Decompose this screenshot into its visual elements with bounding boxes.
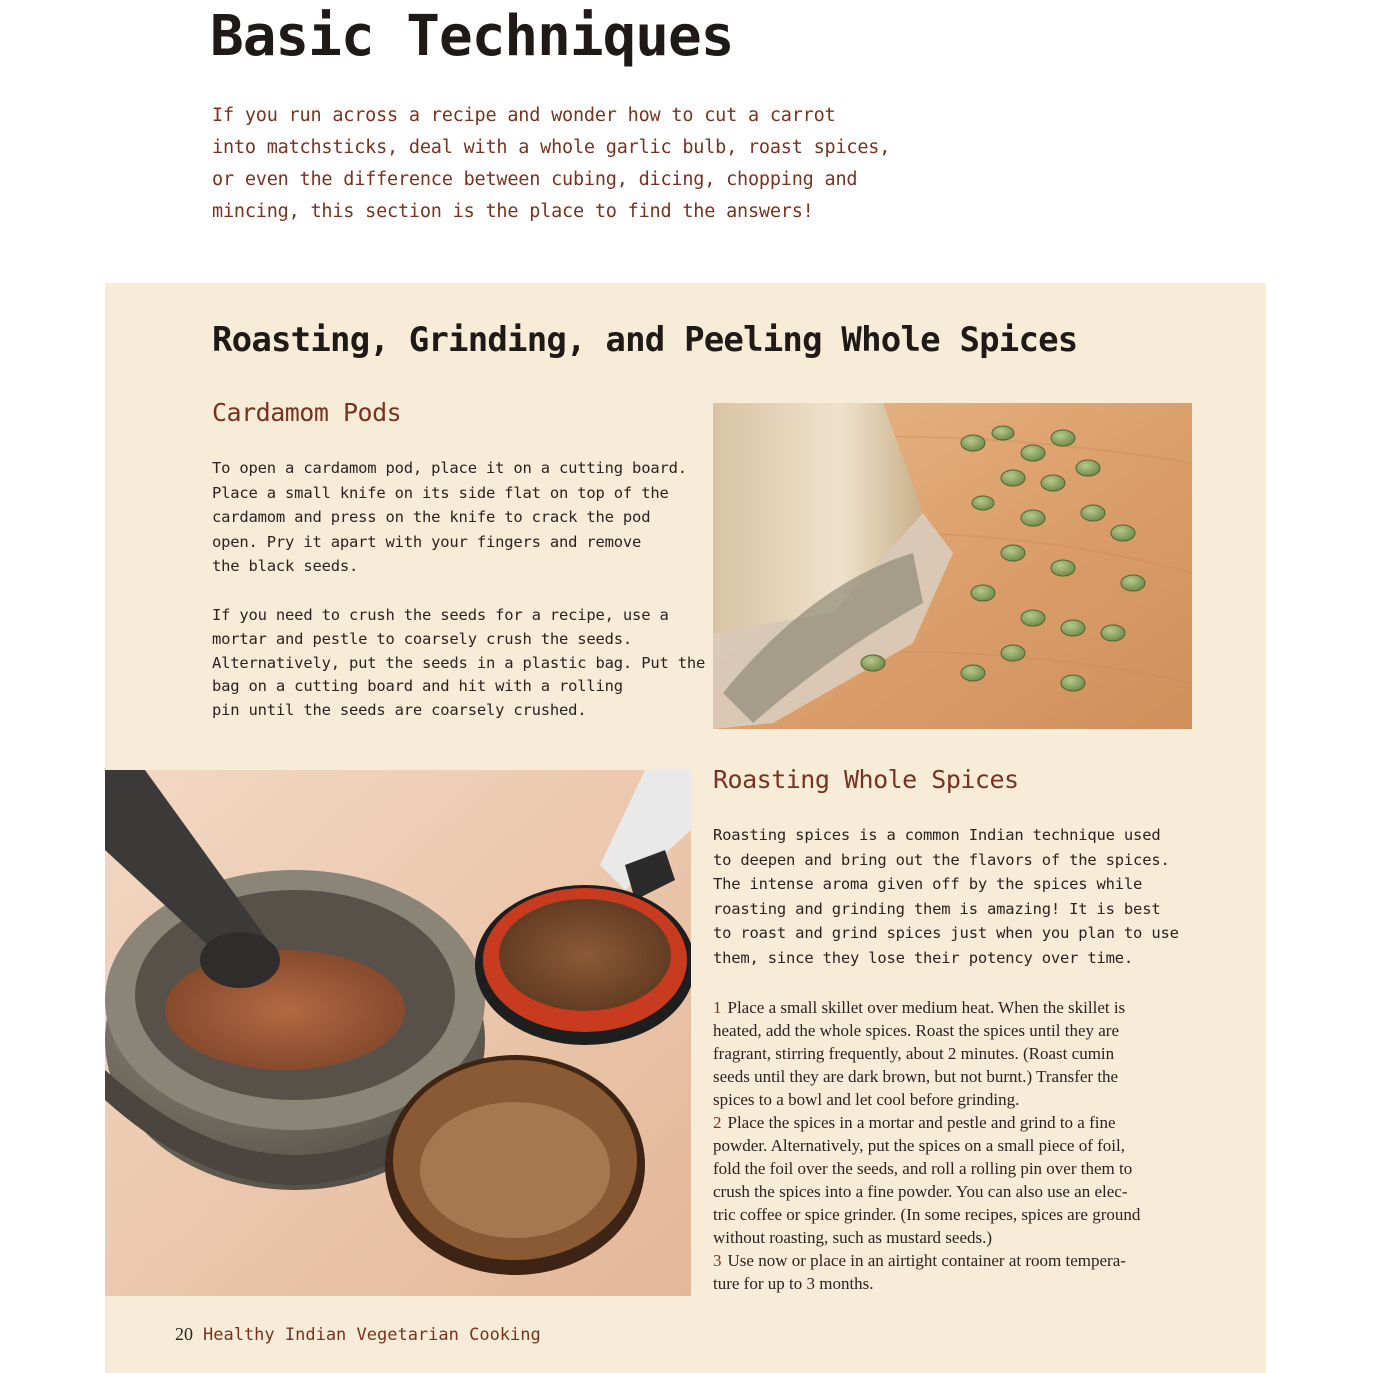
step-text: seeds until they are dark brown, but not burnt.) Transfer the — [713, 1067, 1119, 1086]
intro-paragraph — [212, 100, 932, 228]
intro-line: or even the difference between cubing, dicing, chopping and — [212, 169, 858, 190]
step-number: 2 — [713, 1113, 722, 1132]
step-text: tric coffee or spice grinder. (In some recipes, spices are ground — [713, 1205, 1141, 1224]
cardamom-paragraph-2 — [212, 604, 705, 723]
step-text: fold the foil over the seeds, and roll a rolling pin over them to — [713, 1159, 1133, 1178]
step-text: heated, add the whole spices. Roast the spices until they are — [713, 1021, 1119, 1040]
page-title: Basic Techniques — [210, 4, 734, 69]
text-line: cardamom and press on the knife to crack the pod — [212, 508, 651, 527]
step-text: ture for up to 3 months. — [713, 1274, 874, 1293]
step-text: powder. Alternatively, put the spices on a small piece of foil, — [713, 1136, 1125, 1155]
text-line: To open a cardamom pod, place it on a cutting board. — [212, 459, 687, 477]
step-3-line — [713, 1249, 1193, 1272]
cardamom-heading: Cardamom Pods — [212, 398, 402, 427]
text-line: bag on a cutting board and hit with a rolling — [212, 677, 623, 696]
text-line: pin until the seeds are coarsely crushed. — [212, 701, 587, 720]
page-number: 20 — [175, 1324, 193, 1344]
cardamom-paragraph-1 — [212, 456, 687, 579]
step-text: without roasting, such as mustard seeds.) — [713, 1228, 993, 1247]
step-text: crush the spices into a fine powder. You can also use an elec- — [713, 1182, 1128, 1201]
text-line: them, since they lose their potency over time. — [713, 948, 1134, 967]
step-text: fragrant, stirring frequently, about 2 minutes. (Roast cumin — [713, 1044, 1115, 1063]
text-line: If you need to crush the seeds for a recipe, use a — [212, 606, 669, 624]
intro-line: If you run across a recipe and wonder how to cut a carrot — [212, 105, 836, 126]
roasting-heading: Roasting Whole Spices — [713, 765, 1019, 794]
step-1-line — [713, 996, 1193, 1019]
roasting-steps — [713, 996, 1193, 1295]
intro-line: mincing, this section is the place to find the answers! — [212, 201, 814, 222]
text-line: the black seeds. — [212, 557, 359, 576]
step-number: 1 — [713, 998, 722, 1017]
text-line: Place a small knife on its side flat on top of the — [212, 483, 669, 502]
section-title: Roasting, Grinding, and Peeling Whole Spices — [212, 320, 1078, 360]
book-title: Healthy Indian Vegetarian Cooking — [203, 1325, 541, 1345]
text-line: to deepen and bring out the flavors of the spices. — [713, 850, 1170, 869]
step-2-line — [713, 1111, 1193, 1134]
text-line: Alternatively, put the seeds in a plastic bag. Put the — [212, 653, 706, 672]
mortar-pestle-photo — [105, 770, 691, 1296]
intro-line: into matchsticks, deal with a whole garlic bulb, roast spices, — [212, 137, 891, 158]
page-footer — [175, 1324, 541, 1345]
text-line: open. Pry it apart with your fingers and remove — [212, 532, 642, 551]
step-text: Use now or place in an airtight container at room tempera- — [727, 1251, 1126, 1270]
text-line: Roasting spices is a common Indian technique used — [713, 826, 1161, 844]
text-line: roasting and grinding them is amazing! It is best — [713, 899, 1161, 918]
step-text: Place the spices in a mortar and pestle and grind to a fine — [727, 1113, 1116, 1132]
roasting-paragraph — [713, 823, 1179, 971]
text-line: to roast and grind spices just when you plan to use — [713, 924, 1179, 943]
cardamom-photo — [713, 403, 1192, 729]
step-text: Place a small skillet over medium heat. When the skillet is — [727, 998, 1126, 1017]
text-line: mortar and pestle to coarsely crush the seeds. — [212, 629, 633, 648]
step-number: 3 — [713, 1251, 722, 1270]
step-text: spices to a bowl and let cool before grinding. — [713, 1090, 1020, 1109]
text-line: The intense aroma given off by the spices while — [713, 875, 1143, 894]
